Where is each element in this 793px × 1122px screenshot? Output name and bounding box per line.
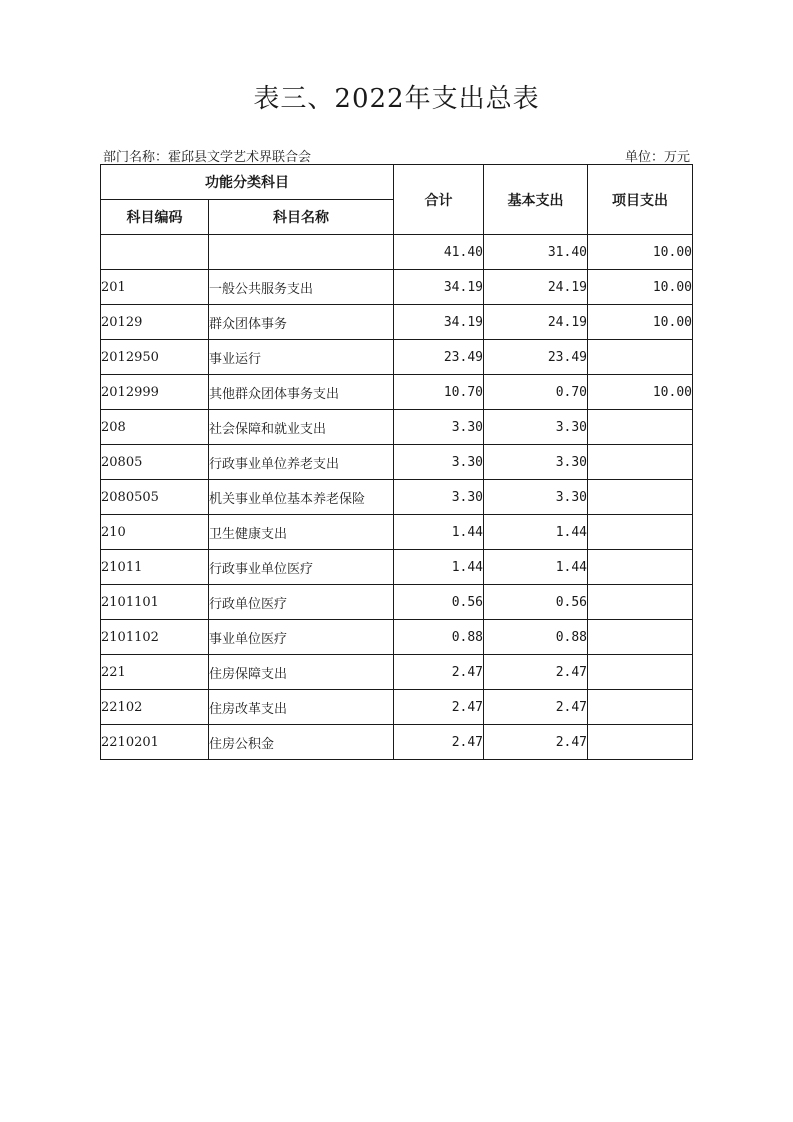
- table-row: [101, 655, 693, 690]
- total-header: 合计: [394, 165, 484, 235]
- row-project: [588, 550, 693, 585]
- table-row: [101, 410, 693, 445]
- row-basic: 1.44: [484, 550, 588, 585]
- expenditure-table: [100, 164, 693, 760]
- row-code: 221: [101, 655, 209, 690]
- row-name: 群众团体事务: [209, 305, 394, 340]
- row-name: 一般公共服务支出: [209, 270, 394, 305]
- row-basic: 31.40: [484, 235, 588, 270]
- row-name: 卫生健康支出: [209, 515, 394, 550]
- row-name: 住房改革支出: [209, 690, 394, 725]
- row-name: 事业单位医疗: [209, 620, 394, 655]
- row-total: 41.40: [394, 235, 484, 270]
- row-basic: 0.88: [484, 620, 588, 655]
- row-total: 2.47: [394, 725, 484, 760]
- row-basic: 3.30: [484, 480, 588, 515]
- row-project: [588, 655, 693, 690]
- row-total: 34.19: [394, 305, 484, 340]
- row-code: 2101101: [101, 585, 209, 620]
- row-code: 201: [101, 270, 209, 305]
- row-total: 34.19: [394, 270, 484, 305]
- row-code: 2101102: [101, 620, 209, 655]
- row-project: [588, 445, 693, 480]
- table-row: [101, 725, 693, 760]
- table-row: [101, 620, 693, 655]
- row-name: 事业运行: [209, 340, 394, 375]
- row-name: 行政事业单位养老支出: [209, 445, 394, 480]
- row-project: [588, 480, 693, 515]
- row-project: [588, 725, 693, 760]
- row-project: [588, 515, 693, 550]
- page-title: 表三、2022年支出总表: [253, 84, 540, 114]
- row-total: 3.30: [394, 410, 484, 445]
- row-total: 1.44: [394, 550, 484, 585]
- row-name: 社会保障和就业支出: [209, 410, 394, 445]
- row-basic: 2.47: [484, 690, 588, 725]
- row-project: [588, 690, 693, 725]
- row-total: 10.70: [394, 375, 484, 410]
- row-code: [101, 235, 209, 270]
- row-name: 其他群众团体事务支出: [209, 375, 394, 410]
- row-total: 0.88: [394, 620, 484, 655]
- department-name: 部门名称：霍邱县文学艺术界联合会: [103, 150, 312, 165]
- name-header: 科目名称: [209, 200, 394, 235]
- row-project: 10.00: [588, 305, 693, 340]
- row-basic: 2.47: [484, 655, 588, 690]
- row-basic: 2.47: [484, 725, 588, 760]
- table-row: [101, 305, 693, 340]
- row-name: [209, 235, 394, 270]
- row-basic: 1.44: [484, 515, 588, 550]
- row-code: 2210201: [101, 725, 209, 760]
- row-basic: 24.19: [484, 305, 588, 340]
- row-total: 1.44: [394, 515, 484, 550]
- row-code: 2012950: [101, 340, 209, 375]
- row-basic: 3.30: [484, 410, 588, 445]
- row-total: 2.47: [394, 655, 484, 690]
- row-total: 2.47: [394, 690, 484, 725]
- row-total: 3.30: [394, 445, 484, 480]
- row-total: 23.49: [394, 340, 484, 375]
- code-header: 科目编码: [101, 200, 209, 235]
- table-row: [101, 480, 693, 515]
- project-expenditure-header: 项目支出: [588, 165, 693, 235]
- table-row: [101, 445, 693, 480]
- table-row: [101, 340, 693, 375]
- row-project: [588, 620, 693, 655]
- table-row: [101, 550, 693, 585]
- table-row: [101, 585, 693, 620]
- row-project: [588, 340, 693, 375]
- row-code: 210: [101, 515, 209, 550]
- basic-expenditure-header: 基本支出: [484, 165, 588, 235]
- row-name: 机关事业单位基本养老保险: [209, 480, 394, 515]
- row-code: 20805: [101, 445, 209, 480]
- row-code: 20129: [101, 305, 209, 340]
- table-row: [101, 235, 693, 270]
- row-name: 行政单位医疗: [209, 585, 394, 620]
- row-basic: 3.30: [484, 445, 588, 480]
- row-basic: 0.70: [484, 375, 588, 410]
- row-code: 2080505: [101, 480, 209, 515]
- row-code: 22102: [101, 690, 209, 725]
- row-basic: 23.49: [484, 340, 588, 375]
- unit-label: 单位：万元: [624, 150, 690, 165]
- row-total: 3.30: [394, 480, 484, 515]
- row-name: 住房公积金: [209, 725, 394, 760]
- functional-category-header: 功能分类科目: [101, 165, 394, 200]
- row-code: 208: [101, 410, 209, 445]
- row-project: 10.00: [588, 270, 693, 305]
- row-project: [588, 410, 693, 445]
- row-code: 2012999: [101, 375, 209, 410]
- row-project: 10.00: [588, 375, 693, 410]
- row-name: 住房保障支出: [209, 655, 394, 690]
- table-row: [101, 375, 693, 410]
- row-code: 21011: [101, 550, 209, 585]
- table-row: [101, 690, 693, 725]
- row-name: 行政事业单位医疗: [209, 550, 394, 585]
- table-row: [101, 270, 693, 305]
- row-project: [588, 585, 693, 620]
- row-basic: 0.56: [484, 585, 588, 620]
- row-basic: 24.19: [484, 270, 588, 305]
- table-row: [101, 515, 693, 550]
- row-project: 10.00: [588, 235, 693, 270]
- table-body: [101, 235, 693, 760]
- row-total: 0.56: [394, 585, 484, 620]
